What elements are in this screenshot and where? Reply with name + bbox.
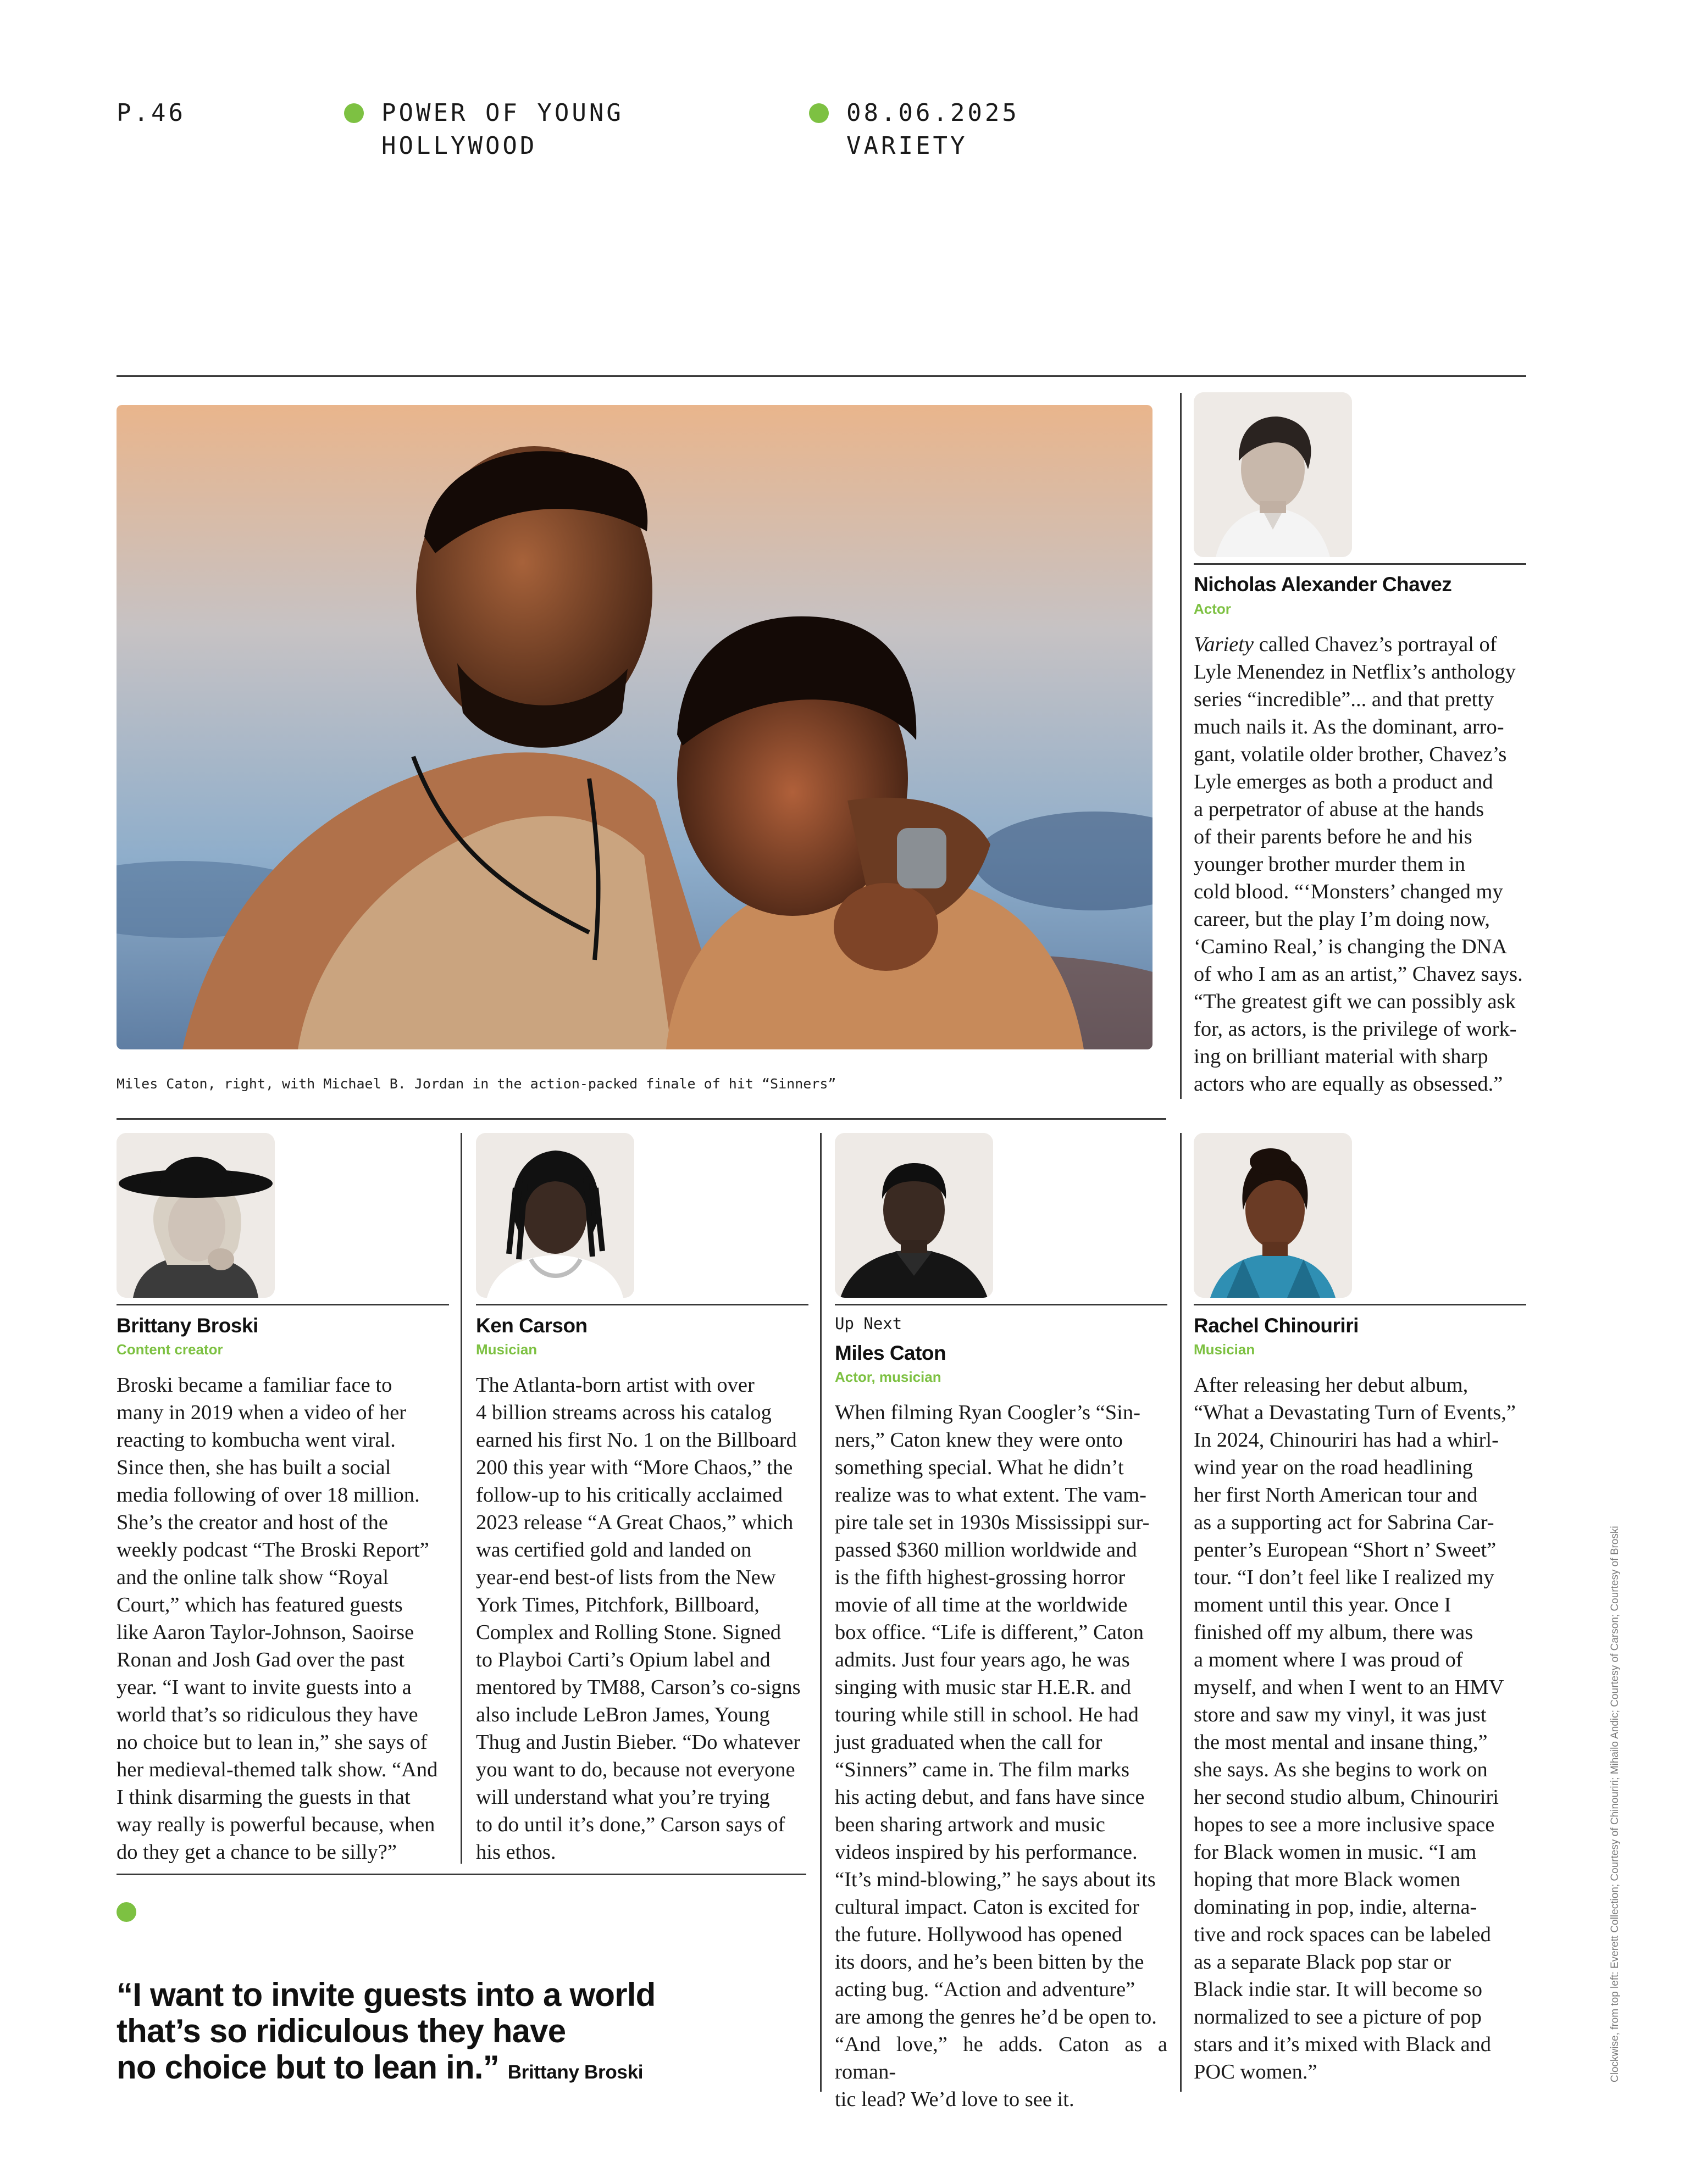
right-column-divider [1180, 393, 1182, 1099]
profile-rule-carson [476, 1304, 808, 1305]
page-number: P.46 [117, 99, 186, 127]
section-title-line2: HOLLYWOOD [381, 132, 538, 160]
pull-quote [117, 1977, 776, 2091]
section-bullet-icon [344, 103, 364, 123]
profile-rule-broski [117, 1304, 449, 1305]
hero-photo [117, 405, 1152, 1049]
chavez-body [1194, 631, 1526, 1098]
pull-quote-attribution: Brittany Broski [507, 2061, 644, 2083]
chavez-body-text: called Chavez’s portrayal of Lyle Menendez in Netflix’s anthology series “incredible”... and that pretty much nails it. As the dominant, arro- gant, volatile older brother, Chavez’s Lyle emerges as both a product and a perpetrator of abuse at the hands of their parents before he and his younger brother murder them in cold blood. “‘Monsters’ changed my career, but the play I’m doing now, ‘Camino Real,’ is changing the DNA of who I am as an artist,” Chavez says. “The greatest gift we can possibly ask for, as actors, is the privilege of work- ing on brilliant material with sharp actors who are equally as obsessed.” [1194, 633, 1523, 1096]
issue-date: 08.06.2025 [846, 99, 1019, 127]
section-title [381, 97, 624, 163]
column-divider-1 [461, 1133, 462, 1864]
chinouriri-body: After releasing her debut album, “What a Devastating Turn of Events,” In 2024, Chinouriri has had a whirl- wind year on the road headlining her first North American tour and as a supporting act for Sabrina Car- penter’s European “Short n’ Sweet” tour. “I don’t feel like I realized my moment until this year. Once I finished off my album, there was a moment where I was proud of myself, and when I went to an HMV store and saw my vinyl, it was just the most mental and insane thing,” she says. As she begins to work on her second studio album, Chinouriri hopes to see a more inclusive space for Black women in music. “I am hoping that more Black women dominating in pop, indie, alterna- tive and rock spaces can be labeled as a separate Black pop star or Black indie star. It will become so normalized to see a picture of pop stars and it’s mixed with Black and POC women.” [1194, 1374, 1516, 2083]
publication-name: VARIETY [846, 132, 968, 160]
chavez-role: Actor [1194, 601, 1231, 617]
column-divider-3 [1180, 1133, 1182, 2092]
carson-role: Musician [476, 1341, 538, 1358]
photo-credits: Clockwise, from top left: Everett Collection; Courtesy of Chinouriri; Mihailo Andic; Courtesy of Carson; Courtesy of Broski [1609, 1526, 1621, 2082]
section-title-line1: POWER OF YOUNG [381, 99, 624, 127]
chinouriri-role: Musician [1194, 1341, 1255, 1358]
caton-role: Actor, musician [835, 1369, 941, 1385]
top-divider [117, 375, 1526, 377]
broski-name: Brittany Broski [117, 1314, 258, 1337]
caton-name: Miles Caton [835, 1342, 946, 1364]
chavez-name: Nicholas Alexander Chavez [1194, 573, 1452, 596]
broski-body: Broski became a familiar face to many in 2019 when a video of her reacting to kombucha went viral. Since then, she has built a social media following of over 18 million. She’s the creator and host of the weekly podcast “The Broski Report” and the online talk show “Royal Court,” which has featured guests like Aaron Taylor-Johnson, Saoirse Ronan and Josh Gad over the past year. “I want to invite guests into a world that’s so ridiculous they have no choice but to lean in,” she says of her medieval-themed talk show. “And I think disarming the guests in that way really is powerful because, when do they get a chance to be silly?” [117, 1374, 438, 1864]
date-bullet-icon [809, 103, 829, 123]
quote-top-divider [117, 1874, 806, 1875]
profile-rule-chinouriri [1194, 1304, 1526, 1305]
caton-body: When filming Ryan Coogler’s “Sin- ners,” Caton knew they were onto something special. What he didn’t realize was to what extent. The vam- pire tale set in 1930s Mississippi sur- passed $360 million worldwide and is the fifth highest-grossing horror movie of all time at the worldwide box office. “Life is different,” Caton admits. Just four years ago, he was singing with music star H.E.R. and touring while still in school. He had just graduated when the call for “Sinners” came in. The film marks his acting debut, and fans have since been sharing artwork and music videos inspired by his performance. “It’s mind-blowing,” he says about its cultural impact. Caton is excited for the future. Hollywood has opened its doors, and he’s been bitten by the acting bug. “Action and adventure” are among the genres he’d be open to. “And love,” he adds. Caton as a roman- tic lead? We’d love to see it. [835, 1401, 1167, 2111]
hero-bottom-divider [117, 1118, 1166, 1120]
carson-portrait [476, 1133, 634, 1298]
carson-body: The Atlanta-born artist with over 4 billion streams across his catalog earned his first No. 1 on the Billboard 200 this year with “More Chaos,” the follow-up to his critically acclaimed 2023 release “A Great Chaos,” which was certified gold and landed on year-end best-of lists from the New York Times, Pitchfork, Billboard, Complex and Rolling Stone. Signed to Playboi Carti’s Opium label and mentored by TM88, Carson’s co-signs also include LeBron James, Young Thug and Justin Bieber. “Do whatever you want to do, because not everyone will understand what you’re trying to do until it’s done,” Carson says of his ethos. [476, 1374, 801, 1864]
broski-portrait [117, 1133, 275, 1298]
pull-quote-text: “I want to invite guests into a world that’s so ridiculous they have no choice but to lean in.” [117, 1976, 656, 2086]
chavez-body-lead: Variety [1194, 633, 1254, 656]
chinouriri-portrait [1194, 1133, 1352, 1298]
chinouriri-name: Rachel Chinouriri [1194, 1314, 1359, 1337]
profile-rule-caton [835, 1304, 1167, 1305]
hero-caption: Miles Caton, right, with Michael B. Jordan in the action-packed finale of hit “Sinners” [117, 1076, 836, 1092]
profile-rule-chavez [1194, 563, 1526, 565]
broski-role: Content creator [117, 1341, 223, 1358]
issue-info [846, 97, 1019, 163]
caton-portrait [835, 1133, 993, 1298]
chavez-portrait [1194, 392, 1352, 557]
quote-bullet-icon [117, 1902, 136, 1922]
caton-kicker: Up Next [835, 1314, 902, 1333]
carson-name: Ken Carson [476, 1314, 588, 1337]
column-divider-2 [820, 1133, 822, 2092]
